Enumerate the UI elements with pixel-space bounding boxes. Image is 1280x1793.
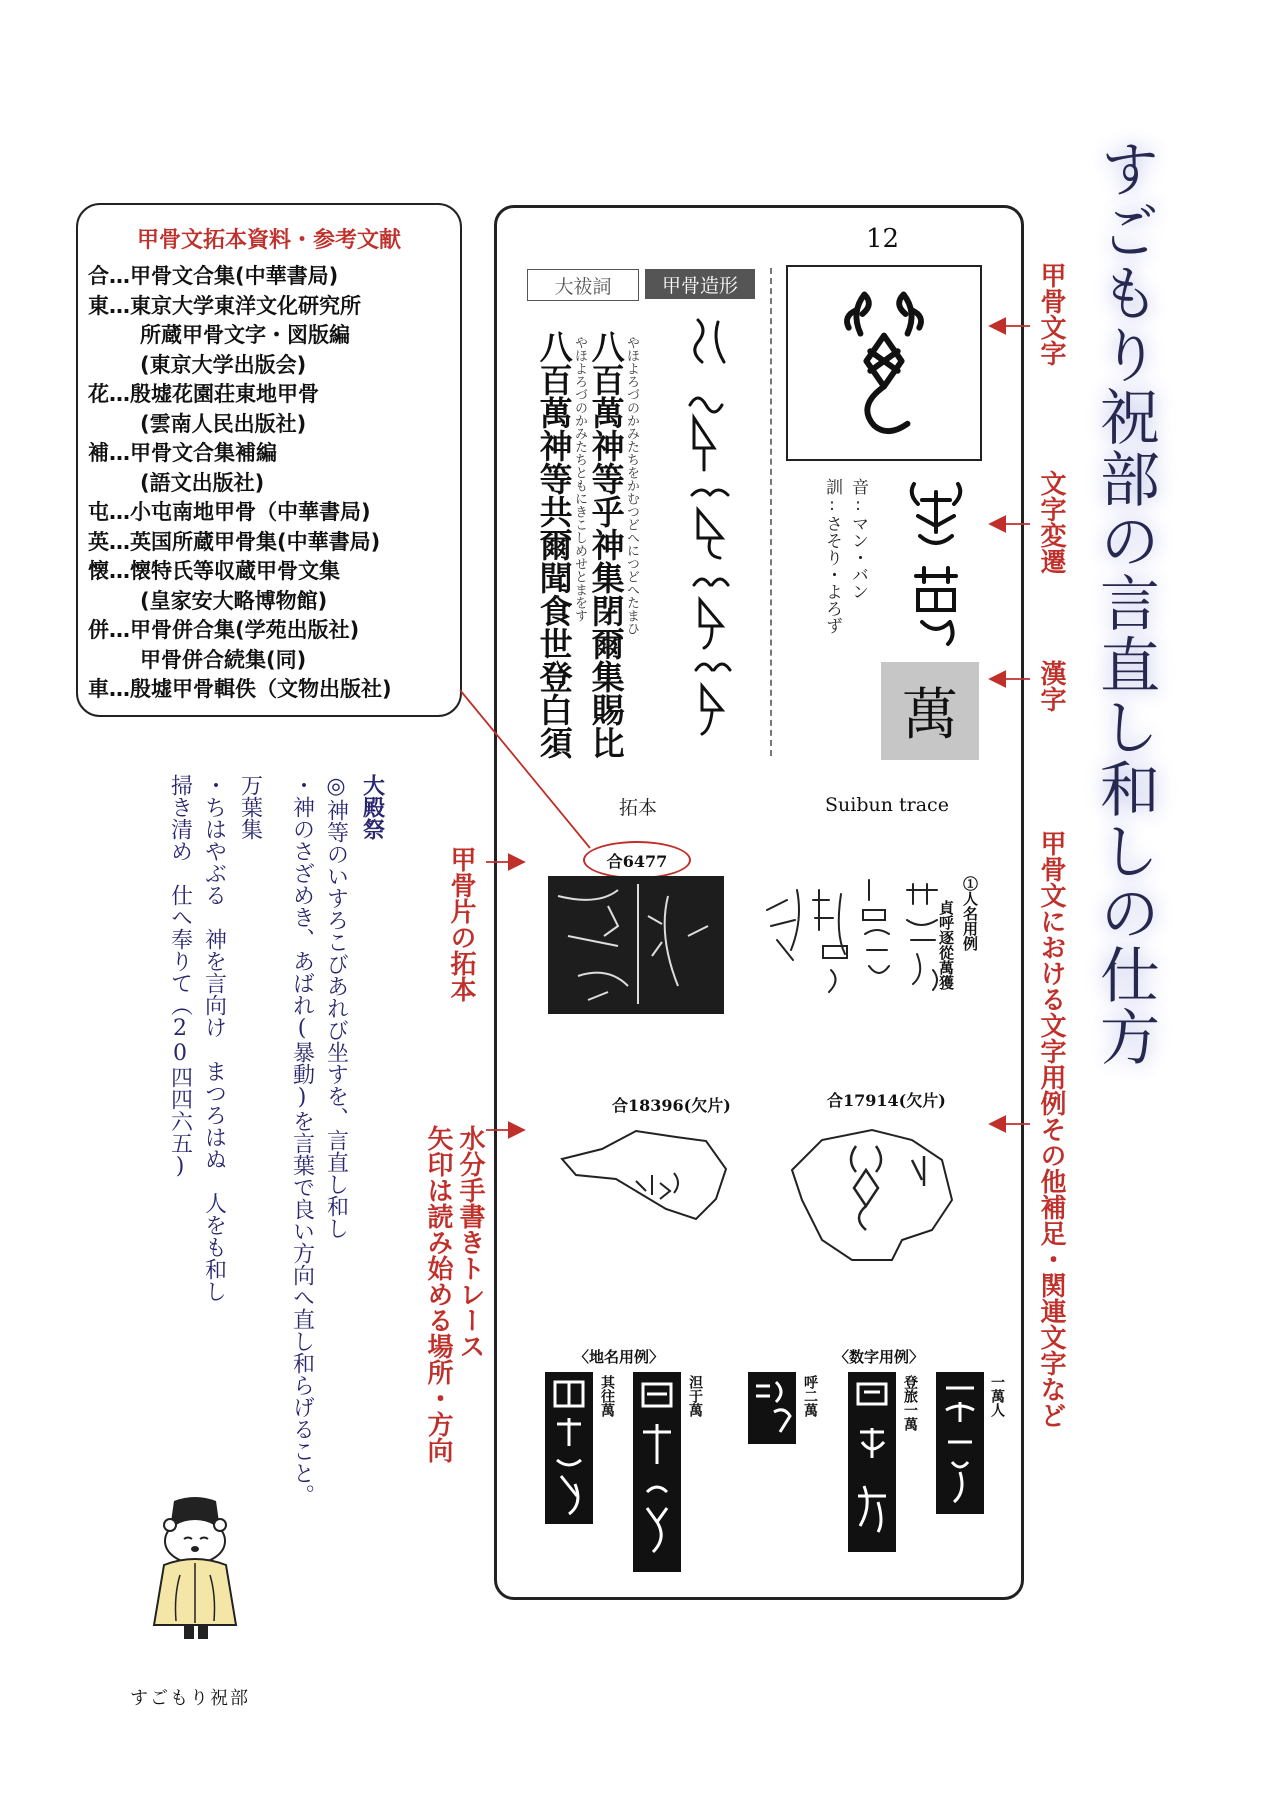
explanation-line-5: ・ちはやぶる 神を言向け まつろはぬ 人をも和し <box>201 774 227 1302</box>
usage-note-title: ①人名用例 <box>961 876 979 951</box>
explanation-line-3: ・神のさざめき、あばれ(暴動)を言葉で良い方向へ直し和らげること。 <box>289 774 315 1506</box>
rubbing-label: 拓本 <box>619 797 658 819</box>
trace-label: Suibun trace <box>825 794 949 816</box>
reference-list <box>88 262 392 705</box>
caption-2: 泹于萬 <box>687 1375 703 1417</box>
fragment-2-icon <box>782 1120 958 1290</box>
reference-item: (皇家安大略博物館) <box>140 588 328 613</box>
fragment-2-label: 合17914(欠片) <box>827 1091 946 1110</box>
caption-5: 一萬人 <box>989 1375 1005 1417</box>
bone-rubbing-icon <box>548 876 724 1014</box>
usage-note-text: 貞呼逐從萬獲 <box>937 900 955 990</box>
oracle-inscription-icon <box>748 1372 796 1444</box>
reference-heading: 甲骨文拓本資料・参考文献 <box>136 228 401 253</box>
fragment-1-icon <box>556 1125 732 1241</box>
annotation-oracle-char: 甲骨文字 <box>1036 262 1066 366</box>
dashed-divider <box>770 268 772 756</box>
rubbing-id: 合6477 <box>583 841 691 879</box>
fragment-1-label: 合18396(欠片) <box>612 1096 731 1115</box>
evolution-glyphs-icon <box>900 472 972 652</box>
mascot-icon <box>140 1495 250 1645</box>
reference-item: 所蔵甲骨文字・図版編 <box>140 323 350 347</box>
reference-item: (東京大学出版会) <box>140 352 307 377</box>
caption-4: 登旅一萬 <box>902 1375 918 1431</box>
card-number: 12 <box>866 224 900 254</box>
caption-3: 呼二萬 <box>802 1375 818 1417</box>
oracle-inscription-icon <box>936 1372 984 1514</box>
reference-item: 屯…小屯南地甲骨（中華書局) <box>88 500 371 524</box>
reading-kun: 訓:さそり・よろず <box>822 478 842 634</box>
annotation-trace-1: 水分手書きトレース <box>455 1125 485 1359</box>
explanation-line-1: 大殿祭 <box>359 774 386 840</box>
prayer-ruby-1: やほよろづのかみたちをかむつどへにつどへたまひ <box>624 336 639 635</box>
reference-item: 花…殷墟花園荘東地甲骨 <box>88 382 319 406</box>
reference-item: 補…甲骨文合集補編 <box>88 441 277 465</box>
tag-oracle-form: 甲骨造形 <box>645 269 755 299</box>
number-example-block-2 <box>848 1372 896 1552</box>
reference-item: 英…英国所蔵甲骨集(中華書局) <box>88 529 381 554</box>
explanation-line-2: ◎神等のいすろこびあれび坐すを、言直し和し <box>323 774 349 1239</box>
annotation-rubbing: 甲骨片の拓本 <box>446 846 476 1002</box>
reference-item: (語文出版社) <box>140 470 265 495</box>
prayer-line-1: 八百萬神等乎神集閉爾集賜比 <box>586 330 626 759</box>
number-example-block-3 <box>936 1372 984 1514</box>
reference-item: 甲骨併合続集(同) <box>140 647 307 672</box>
explanation-line-4: 万葉集 <box>237 774 263 840</box>
prayer-line-2: 八百萬神等共爾聞食世登白須 <box>534 330 574 759</box>
kanji-box: 萬 <box>881 662 979 760</box>
place-example-block-1 <box>545 1372 593 1524</box>
reference-item: 懐…懐特氏等収蔵甲骨文集 <box>88 559 340 583</box>
annotation-trace-2: 矢印は読み始める場所・方向 <box>423 1125 453 1463</box>
rubbing-image <box>548 876 724 1014</box>
reference-item: 併…甲骨併合集(学苑出版社) <box>88 618 360 642</box>
oracle-inscription-icon <box>848 1372 896 1552</box>
reference-item: 車…殷墟甲骨輯佚（文物出版社) <box>88 677 392 701</box>
explanation-line-6: 掃き清め 仕へ奉りて（20四四六五) <box>167 774 193 1179</box>
number-example-label: 〈数字用例〉 <box>834 1348 925 1366</box>
oracle-inscription-icon <box>545 1372 593 1524</box>
tag-source: 大祓詞 <box>527 269 639 301</box>
oracle-inscription-icon <box>633 1372 681 1572</box>
reference-item: (雲南人民出版社) <box>140 411 307 436</box>
oracle-glyph-column-icon <box>670 310 750 750</box>
page-title: すごもり祝部の言直し和しの仕方 <box>1090 138 1160 1068</box>
reference-item: 合…甲骨文合集(中華書局) <box>88 264 339 288</box>
mascot-caption: すごもり祝部 <box>130 1688 250 1709</box>
place-example-block-2 <box>633 1372 681 1572</box>
reference-item: 東…東京大学東洋文化研究所 <box>88 293 361 318</box>
annotation-kanji: 漢字 <box>1036 660 1066 712</box>
oracle-glyph-box <box>786 265 982 461</box>
annotation-char-change: 文字変遷 <box>1036 470 1066 574</box>
annotation-usage: 甲骨文における文字用例その他補足・関連文字など <box>1036 830 1066 1428</box>
number-example-block-1 <box>748 1372 796 1444</box>
place-example-label: 〈地名用例〉 <box>574 1348 665 1366</box>
scorpion-glyph-icon <box>788 267 980 459</box>
prayer-ruby-2: やほよろづのかみたちともにきこしめせとまをす <box>572 336 587 622</box>
caption-1: 其往萬 <box>599 1375 615 1417</box>
reading-on: 音:マン・バン <box>848 478 868 600</box>
